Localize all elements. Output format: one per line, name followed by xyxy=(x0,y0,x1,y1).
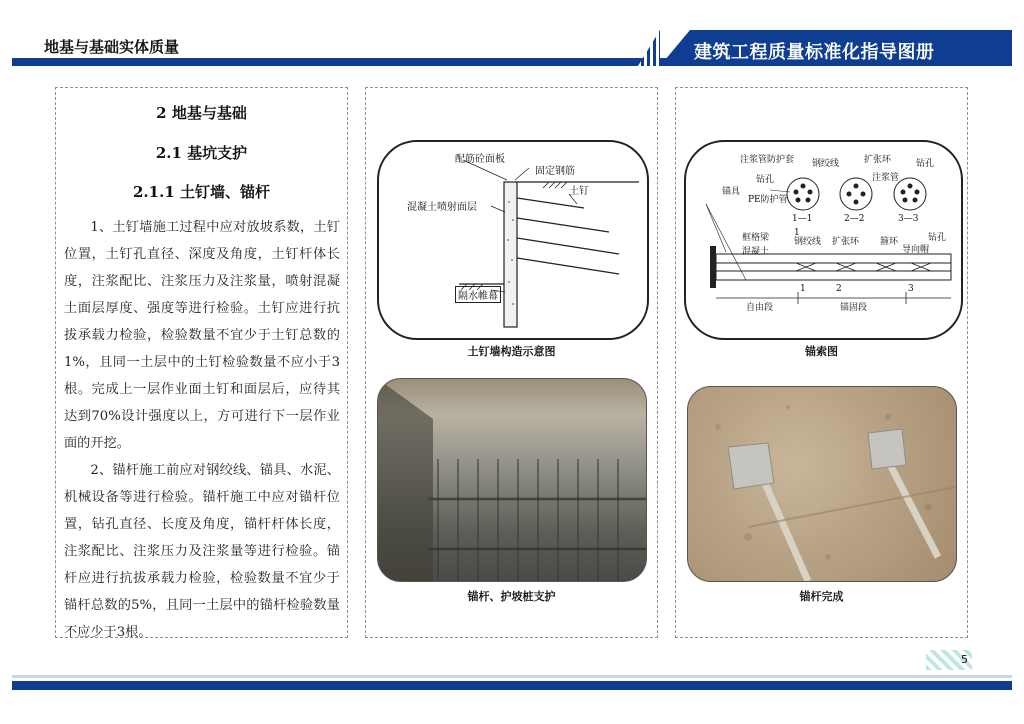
book-title: 建筑工程质量标准化指导图册 xyxy=(694,42,935,63)
text-panel xyxy=(55,87,348,638)
label-anchor: 锚具 xyxy=(722,187,741,197)
label-expand-ring-2: 扩张环 xyxy=(832,237,860,247)
label-strand-2: 钢绞线 xyxy=(794,237,822,247)
label-strand: 钢绞线 xyxy=(812,159,840,169)
label-free-section: 自由段 xyxy=(746,303,774,313)
label-grout-sleeve: 注浆管防护套 xyxy=(740,155,795,165)
label-hole-2: 钻孔 xyxy=(928,233,947,243)
label-curtain: 隔水帷幕 xyxy=(455,286,501,303)
photo-anchor-completed xyxy=(687,386,957,582)
footer-thin-rule xyxy=(12,675,1012,678)
label-num-3: 3 xyxy=(908,284,914,294)
subsection-heading: 2.1.1 土钉墙、锚杆 xyxy=(133,183,270,201)
label-beam: 框格梁 xyxy=(742,233,770,243)
chapter-heading: 2 地基与基础 xyxy=(156,104,247,122)
section-header-title: 地基与基础实体质量 xyxy=(44,38,180,56)
label-concrete: 混凝土 xyxy=(742,247,770,257)
label-num-2: 2 xyxy=(836,284,842,294)
label-anchored-section: 锚固段 xyxy=(840,303,868,313)
label-loop: 箍环 xyxy=(880,237,899,247)
anchor-done-photo-svg xyxy=(688,387,956,581)
page-number: 5 xyxy=(926,650,972,670)
figure-panel-middle xyxy=(365,87,658,638)
caption-anchor-pile: 锚杆、护坡桩支护 xyxy=(467,590,556,603)
figure-panel-right xyxy=(675,87,968,638)
body-text xyxy=(64,214,340,646)
label-pe-pipe: PE防护管 xyxy=(748,195,788,205)
photo-anchor-pile-support xyxy=(377,378,647,582)
section-heading: 2.1 基坑支护 xyxy=(155,144,248,162)
footer-rule xyxy=(12,681,1012,690)
anchor-cable-diagram xyxy=(684,140,963,340)
label-grout-pipe: 注浆管 xyxy=(872,173,900,183)
caption-anchor-done: 锚杆完成 xyxy=(799,590,844,603)
label-panel: 配筋砼面板 xyxy=(455,154,505,165)
label-shotcrete: 混凝土喷射面层 xyxy=(407,202,477,213)
label-section-1: 1—1 xyxy=(792,214,813,224)
label-drill-hole: 钻孔 xyxy=(916,159,935,169)
pile-photo-svg xyxy=(378,379,646,581)
caption-anchor-cable: 锚索图 xyxy=(805,345,838,358)
label-num-1: 1 xyxy=(800,284,806,294)
soil-nail-wall-diagram xyxy=(377,140,649,340)
label-expand-ring: 扩张环 xyxy=(864,155,892,165)
label-section-2: 2—2 xyxy=(844,214,865,224)
paragraph: 2、锚杆施工前应对钢绞线、锚具、水泥、机械设备等进行检验。锚杆施工中应对锚杆位置，钻孔直径、长度及角度，锚杆杆体长度，注浆配比、注浆压力及注浆量等进行检验。锚杆应进行抗拔承载力检验，检验数量不宜少于锚杆总数的5%，且同一土层中的锚杆检验数量不应少于3根。 xyxy=(64,463,340,640)
label-nail: 土钉 xyxy=(569,186,589,197)
paragraph: 1、土钉墙施工过程中应对放坡系数，土钉位置，土钉孔直径、深度及角度，土钉杆体长度，注浆配比、注浆压力及注浆量，喷射混凝土面层厚度、强度等进行检验。土钉应进行抗拔承载力检验，检验数量不宜少于土钉总数的1%，且同一土层中的土钉检验数量不应小于3根。完成上一层作业面土钉和面层后，应待其达到70%设计强度以上，方可进行下一层作业面的开挖。 xyxy=(64,220,340,451)
label-hole: 钻孔 xyxy=(756,175,775,185)
label-guide-cap: 导向帽 xyxy=(902,245,930,255)
label-section-3: 3—3 xyxy=(898,214,919,224)
soil-nail-diagram-svg xyxy=(379,142,647,338)
anchor-diagram-svg xyxy=(686,142,961,338)
label-num-1-top: 1 xyxy=(794,228,800,238)
caption-soil-nail: 土钉墙构造示意图 xyxy=(467,345,556,358)
label-rebar: 固定钢筋 xyxy=(535,166,575,177)
